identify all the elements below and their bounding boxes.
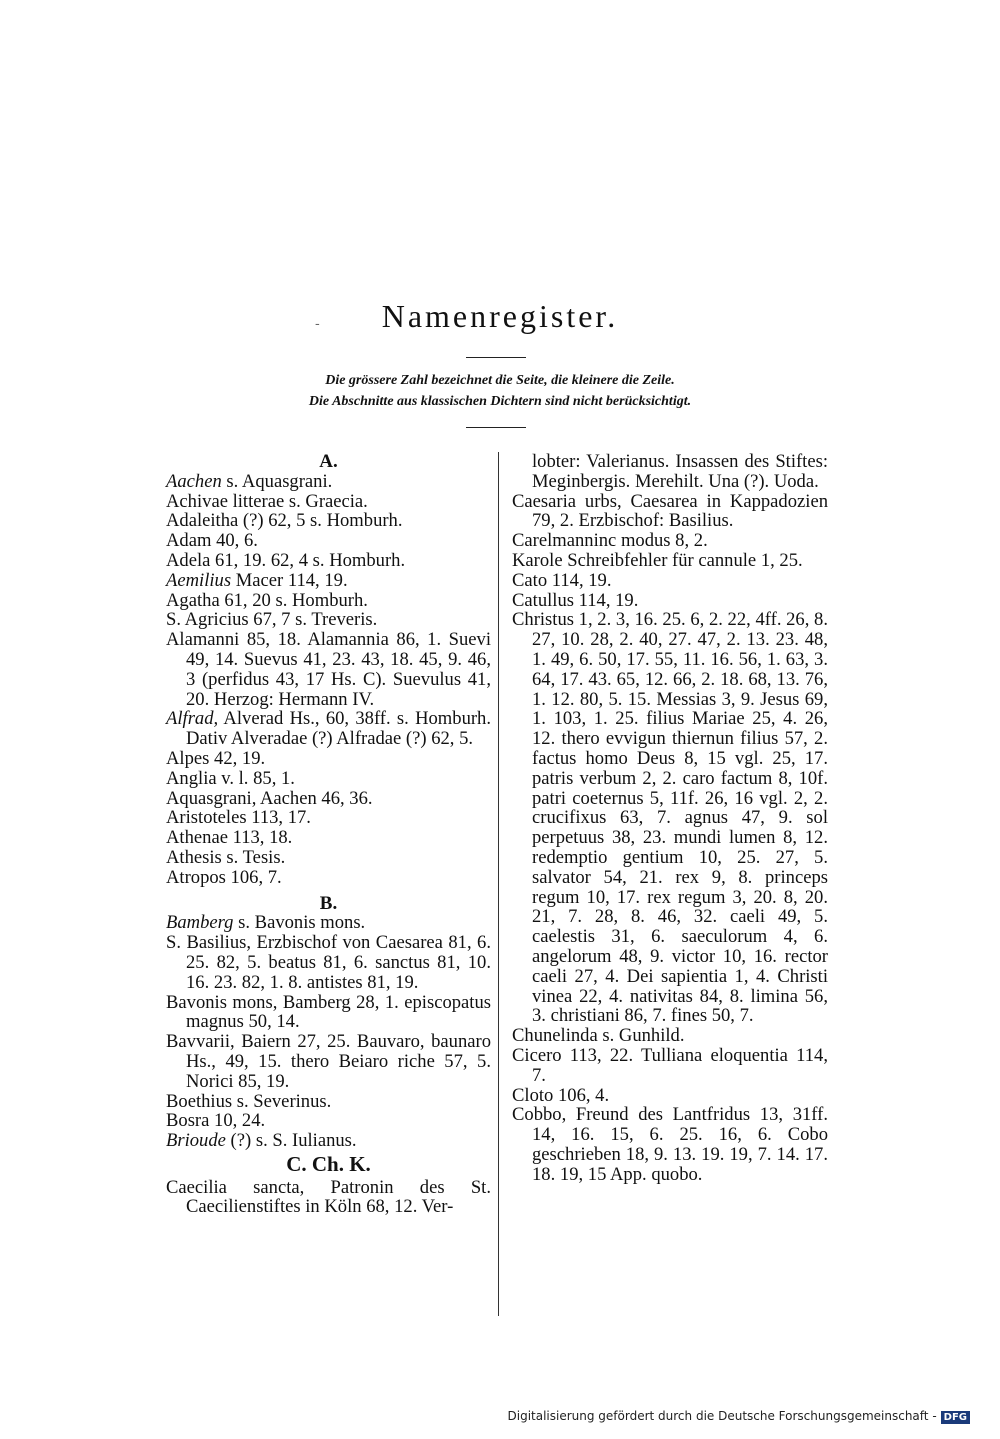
entries-c-cont	[512, 492, 828, 1185]
index-entry: Boethius s. Severinus.	[166, 1090, 332, 1112]
index-entry: Adela 61, 19. 62, 4 s. Homburh.	[166, 549, 406, 571]
section-head-b: B.	[319, 892, 338, 914]
right-column	[512, 452, 828, 1184]
index-entry: Brioude (?) s. S. Iulianus.	[166, 1130, 357, 1152]
title-rule	[466, 357, 526, 358]
index-entry: Karole Schreibfehler für cannule 1, 25.	[512, 549, 803, 571]
index-entry: Christus 1, 2. 3, 16. 25. 6, 2. 22, 4ff. 26, 8. 27, 10. 28, 2. 40, 27. 47, 2. 13. 23. 48, 1. 49, 6. 50, 17. 55, 11. 16. 56, 1. 63, 3. 64, 17. 43. 65, 12. 66, 2. 18. 68, 13. 76, 1. 12. 80, 5. 15. Messias 3, 9. Jesus 69, 1. 103, 1. 25. filius Mariae 25, 4. 26, 12. thero evvigun thiernun filius 57, 2. factus homo Deus 8, 15 vgl. 25, 17. patris verbum 2, 2. caro factum 8, 10f. patri coeternus 5, 11f. 26, 16 vgl. 2, 2. crucifixus 63, 7. agnus 47, 9. sol perpetuus 38, 23. mundi lumen 8, 12. redemptio gentium 10, 25. 27, 5. salvator 54, 21. rex 9, 8. princeps regum 10, 17. rex regum 3, 20. 8, 20. 21, 7. 28, 8. 46, 32. caeli 49, 5. caelestis 31, 6. saeculorum 4, 6. angelorum 48, 9. victor 10, 16. rector caeli 27, 4. Dei sapientia 1, 4. Christi vinea 22, 4. nativitas 84, 8. limina 56, 3. christiani 86, 7. fines 50, 7.	[512, 609, 828, 1027]
index-entry: Cato 114, 19.	[512, 569, 612, 591]
index-entry: Bavvarii, Baiern 27, 25. Bauvaro, baunaro Hs., 49, 15. thero Beiaro riche 57, 5. Norici 85, 19.	[166, 1031, 491, 1092]
title-dash: -	[315, 316, 320, 332]
notes-rule	[466, 427, 526, 428]
index-entry: Bosra 10, 24.	[166, 1110, 266, 1132]
index-entry: Catullus 114, 19.	[512, 589, 639, 611]
page-title: Namenregister.	[381, 298, 619, 334]
index-entry: Alfrad, Alverad Hs., 60, 38ff. s. Homburh. Dativ Alveradae (?) Alfradae (?) 62, 5.	[166, 708, 491, 750]
entries-b	[166, 913, 491, 1151]
index-entry: Aquasgrani, Aachen 46, 36.	[166, 787, 373, 809]
footer-text: Digitalisierung gefördert durch die Deutsche Forschungsgemeinschaft -	[507, 1409, 937, 1423]
index-entry: Atropos 106, 7.	[166, 866, 282, 888]
index-entry: Anglia v. l. 85, 1.	[166, 767, 295, 789]
index-entry: Alpes 42, 19.	[166, 747, 266, 769]
index-entry: Carelmanninc modus 8, 2.	[512, 530, 708, 552]
footer	[508, 1409, 971, 1424]
index-entry: Aristoteles 113, 17.	[166, 807, 311, 829]
index-entry: Adam 40, 6.	[166, 530, 258, 552]
left-column	[166, 452, 491, 1217]
entry-headword: Bamberg	[166, 912, 234, 934]
entries-a	[166, 472, 491, 888]
note-line-2: Die Abschnitte aus klassischen Dichtern sind nicht berücksichtigt.	[308, 394, 692, 409]
index-entry: Alamanni 85, 18. Alamannia 86, 1. Suevi 49, 14. Suevus 41, 23. 43, 18. 45, 9. 46, 3 (perfidus 43, 17 Hs. C). Suevulus 41, 20. Herzog: Hermann IV.	[166, 629, 491, 710]
entry-headword: Alfrad,	[166, 708, 219, 730]
index-entry: Athesis s. Tesis.	[166, 846, 286, 868]
index-entry: Cicero 113, 22. Tulliana eloquentia 114, 7.	[512, 1044, 828, 1086]
index-entry: Chunelinda s. Gunhild.	[512, 1025, 685, 1047]
section-head-c: C. Ch. K.	[286, 1151, 371, 1176]
entry-headword: Brioude	[166, 1130, 226, 1152]
index-entry: Agatha 61, 20 s. Homburh.	[166, 589, 368, 611]
column-divider	[498, 452, 499, 1316]
index-entry: Aachen s. Aquasgrani.	[166, 470, 333, 492]
entries-c	[166, 1178, 491, 1218]
index-entry: Caesaria urbs, Caesarea in Kappadozien 79, 2. Erzbischof: Basilius.	[512, 490, 828, 532]
index-entry: S. Basilius, Erzbischof von Caesarea 81, 6. 25. 82, 5. beatus 81, 6. sanctus 81, 10. 16. 23. 82, 1. 8. antistes 81, 19.	[166, 932, 491, 993]
continued-entry: lobter: Valerianus. Insassen des Stiftes: Meginbergis. Merehilt. Una (?). Uoda.	[532, 451, 828, 492]
index-entry: Cobbo, Freund des Lantfridus 13, 31ff. 14, 16. 15, 6. 25. 16, 6. Cobo geschrieben 18, 9. 13. 19. 19, 7. 14. 17. 18. 19, 15 App. quobo.	[512, 1104, 828, 1185]
entry-headword: Aachen	[166, 470, 222, 492]
index-entry: Bamberg s. Bavonis mons.	[166, 912, 366, 934]
index-entry: Adaleitha (?) 62, 5 s. Homburh.	[166, 510, 403, 532]
index-entry: Bavonis mons, Bamberg 28, 1. episcopatus magnus 50, 14.	[166, 991, 491, 1033]
index-entry: Caecilia sancta, Patronin des St. Caecilienstiftes in Köln 68, 12. Ver-	[166, 1176, 491, 1218]
index-entry: Aemilius Macer 114, 19.	[166, 569, 348, 591]
entry-headword: Aemilius	[166, 569, 232, 591]
dfg-logo: DFG	[941, 1411, 970, 1424]
index-entry: Athenae 113, 18.	[166, 827, 293, 849]
index-entry: Cloto 106, 4.	[512, 1084, 610, 1106]
index-entry: Achivae litterae s. Graecia.	[166, 490, 368, 512]
section-head-a: A.	[319, 451, 338, 472]
index-entry: S. Agricius 67, 7 s. Treveris.	[166, 609, 378, 631]
note-line-1: Die grössere Zahl bezeichnet die Seite, die kleinere die Zeile.	[325, 373, 675, 388]
